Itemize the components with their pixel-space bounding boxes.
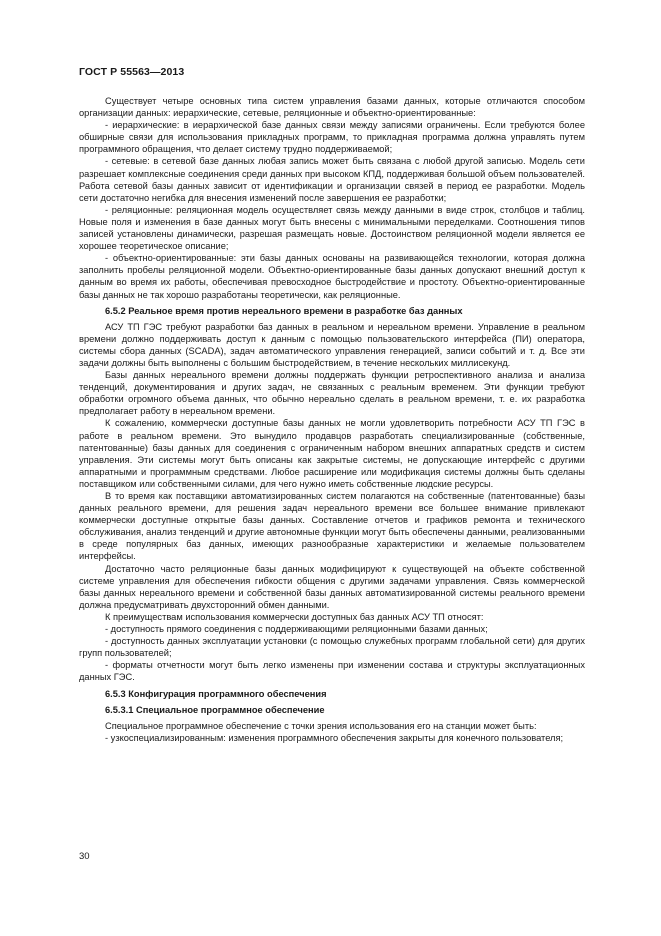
section-heading: 6.5.3.1 Специальное программное обеспечение [105, 704, 325, 715]
paragraph: - реляционные: реляционная модель осуществляет связь между данными в виде строк, столбцов и таблиц. Новые поля и изменения в базе данных могут быть внесены с минимальными переделками. Соотношения типов записей установлены динамически, разрешая размещать новые. Достоинством реляционной модели является ее хорошее теоретическое описание; [79, 204, 585, 252]
paragraph: Существует четыре основных типа систем управления базами данных, которые отличаются способом организации данных: иерархические, сетевые, реляционные и объектно-ориентированные: [79, 96, 585, 119]
section-heading: 6.5.2 Реальное время против нереального времени в разработке баз данных [105, 305, 463, 316]
paragraph: Достаточно часто реляционные базы данных модифицируют к существующей на объекте собственной системе управления для обеспечения гибкости общения с другими задачами управления. Связь коммерческой базы данных нереального времени и собственной базы данных автоматизированной системы реального времени должна предусматривать двухсторонний обмен данными. [79, 563, 585, 610]
paragraph: АСУ ТП ГЭС требуют разработки баз данных в реальном и нереальном времени. Управление в реальном времени должно поддерживать доступ к данным с помощью пользовательского интерфейса (ПИ) оператора, системы сбора данных (SCADA), задач автоматического управления генерацией, записи событий и т. д. Все эти задачи должны быть выполнены с большим быстродействием, в течение нескольких миллисекунд. [79, 321, 585, 368]
document-body [79, 95, 585, 744]
paragraph: К преимуществам использования коммерчески доступных баз данных АСУ ТП относят: [105, 611, 484, 622]
paragraph: - доступность прямого соединения с поддерживающими реляционными базами данных; [105, 624, 488, 635]
section-heading: 6.5.3 Конфигурация программного обеспечения [105, 688, 327, 699]
paragraph: - иерархические: в иерархической базе данных связи между записями ограничены. Если требуются более обширные связи для использования прикладных программ, то прикладная программа должна управлять путем программного обращения, что делает систему трудно поддерживаемой; [79, 120, 585, 155]
paragraph: - форматы отчетности могут быть легко изменены при изменении состава и структуры эксплуатационных данных ГЭС. [79, 660, 585, 683]
paragraph: - сетевые: в сетевой базе данных любая запись может быть связана с любой другой записью. Модель сети разрешает комплексные соединения среди данных при высоком КПД, поддерживая большой объем пользователей. Работа сетевой базы данных зависит от идентификации и организации связей в период ее разработки. Модель сети достаточно негибка для внесения изменений после завершения ее разработки; [79, 156, 585, 203]
paragraph: Специальное программное обеспечение с точки зрения использования его на станции может быть: [105, 720, 537, 731]
paragraph: Базы данных нереального времени должны поддержать функции ретроспективного анализа и анализа тенденций, документирования и других задач, не связанных с реальным временем. Эти функции требуют обработки огромного объема данных, что обычно нереально сделать в реальном времени, т. е. их разработка предполагает работу в нереальном времени. [79, 370, 585, 417]
paragraph: К сожалению, коммерчески доступные базы данных не могли удовлетворить потребности АСУ ТП ГЭС в работе в реальном времени. Это вынудило продавцов разработать специализированные (собственные, патентованные) базы данных для соединения с ограниченным набором внешних аппаратных средств и систем управления. Эти системы могут быть описаны как закрытые системы, не допускающие интерфейс с другими аппаратными и программным средствами. Любое расширение или модификация системы должны быть сделаны поставщиком или собственными силами, для чего нужно иметь собственные людские ресурсы. [79, 418, 585, 489]
paragraph: - узкоспециализированным: изменения программного обеспечения закрыты для конечного пользователя; [105, 732, 564, 743]
paragraph: - объектно-ориентированные: эти базы данных основаны на развивающейся технологии, которая должна заполнить пробелы реляционной модели. Объектно-ориентированные базы данных допускают внешний доступ к данным во время их работы, обеспечивая превосходное быстродействие и простоту. Объектно-ориентированные базы данных не так хорошо разработаны теоретически, как реляционные. [79, 253, 585, 300]
paragraph: - доступность данных эксплуатации установки (с помощью служебных программ глобальной сети) для других групп пользователей; [79, 636, 585, 659]
page-number: 30 [79, 851, 90, 862]
document-code-header: ГОСТ Р 55563—2013 [79, 66, 185, 78]
paragraph: В то время как поставщики автоматизированных систем полагаются на собственные (патентованные) базы данных реального времени, для решения задач нереального времени все большее внимание привлекают коммерчески доступные открытые базы данных. Составление отчетов и графиков ремонта и технического обслуживания, анализ тенденций и другие автономные функции могут быть обеспечены данными, реализованными в среде популярных баз данных, имеющих разнообразные характеристики и желаемые пользователем интерфейсы. [79, 491, 585, 562]
